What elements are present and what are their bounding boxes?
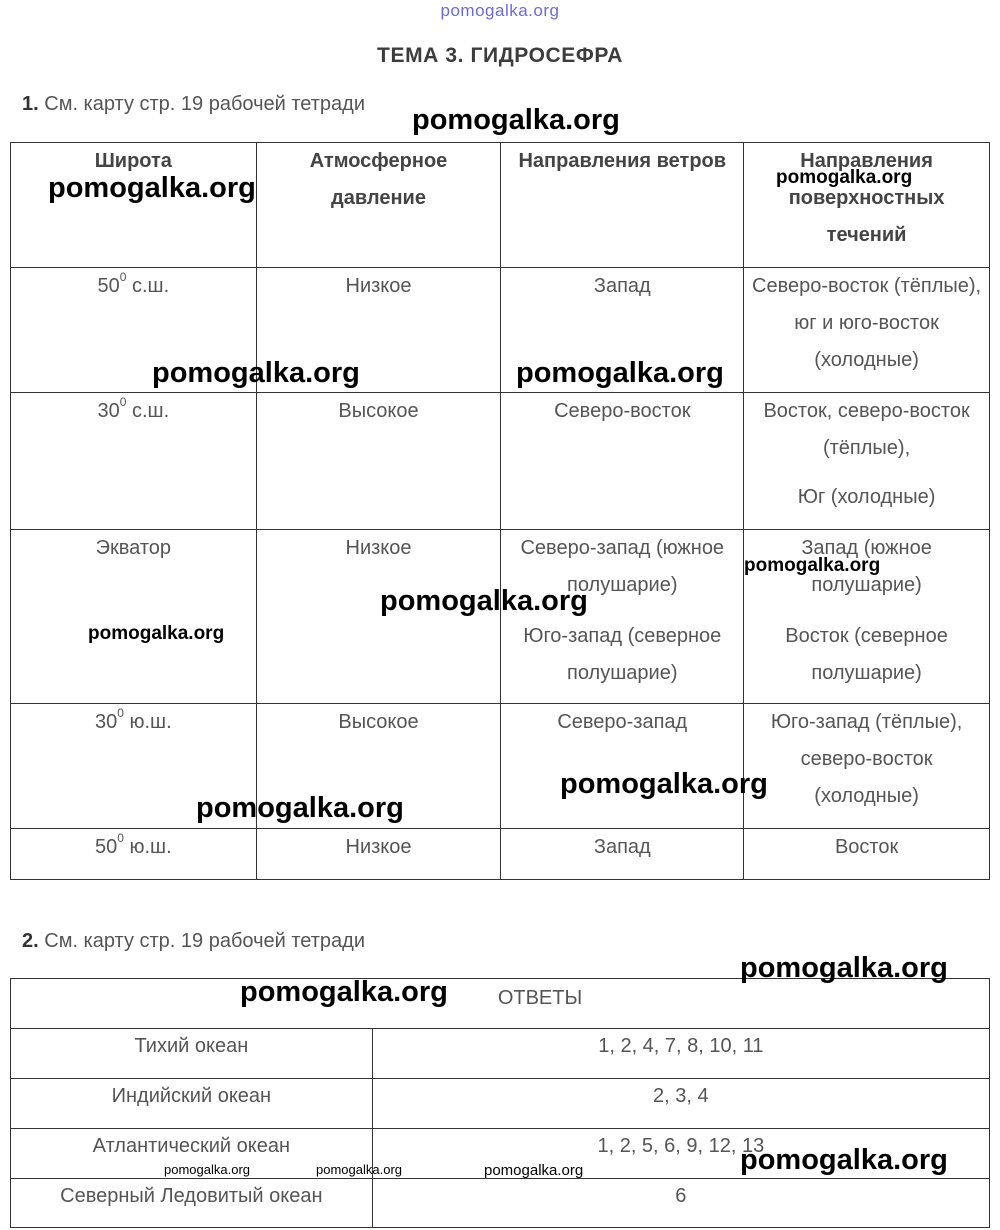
ocean-name: Атлантический океан bbox=[11, 1129, 373, 1179]
lat-suffix: с.ш. bbox=[126, 400, 170, 422]
task1-heading bbox=[22, 93, 365, 116]
watermark: pomogalka.org bbox=[744, 555, 881, 576]
lat-degree: 0 bbox=[117, 831, 124, 846]
table-row bbox=[11, 829, 990, 880]
watermark: pomogalka.org bbox=[380, 585, 588, 617]
answers-header: ОТВЕТЫ bbox=[11, 979, 990, 1029]
watermark: pomogalka.org bbox=[776, 167, 913, 188]
table-row bbox=[11, 1029, 990, 1079]
cell-pressure: Низкое bbox=[256, 829, 501, 880]
winds-line: Юго-запад (северное полушарие) bbox=[523, 625, 722, 684]
task2-heading bbox=[22, 930, 365, 953]
watermark: pomogalka.org bbox=[412, 104, 620, 136]
task1-number: 1. bbox=[22, 93, 39, 115]
lat-number: 50 bbox=[94, 836, 118, 858]
currents-line: Юг (холодные) bbox=[797, 486, 936, 508]
task2-number: 2. bbox=[22, 930, 39, 952]
cell-pressure: Высокое bbox=[256, 393, 501, 530]
table-row bbox=[11, 1179, 990, 1228]
ocean-answers: 2, 3, 4 bbox=[372, 1079, 989, 1129]
lat-suffix: ю.ш. bbox=[123, 836, 172, 858]
lat-suffix: ю.ш. bbox=[123, 711, 172, 733]
cell-currents: Восток bbox=[744, 829, 990, 880]
watermark: pomogalka.org bbox=[88, 623, 225, 644]
header-latitude: Широта bbox=[11, 143, 257, 268]
table-header-row bbox=[11, 143, 990, 268]
watermark: pomogalka.org bbox=[316, 1162, 402, 1177]
site-header-link[interactable]: pomogalka.org bbox=[440, 1, 560, 20]
watermark: pomogalka.org bbox=[240, 976, 448, 1008]
ocean-answers: 1, 2, 5, 6, 9, 12, 13 bbox=[372, 1129, 989, 1179]
watermark: pomogalka.org bbox=[560, 768, 768, 800]
watermark: pomogalka.org bbox=[164, 1162, 250, 1177]
task2-text: См. карту стр. 19 рабочей тетради bbox=[44, 930, 365, 952]
watermark: pomogalka.org bbox=[740, 1144, 948, 1176]
topic-title: ТЕМА 3. ГИДРОСЕФРА bbox=[377, 44, 623, 67]
cell-pressure: Высокое bbox=[256, 704, 501, 829]
header-currents: Направления поверхностных течений bbox=[744, 143, 990, 268]
lat-suffix: с.ш. bbox=[126, 275, 170, 297]
answers-header-row bbox=[11, 979, 990, 1029]
watermark: pomogalka.org bbox=[196, 792, 404, 824]
winds-line: Северо-запад (южное полушарие) bbox=[520, 537, 725, 596]
header-pressure: Атмосферное давление bbox=[256, 143, 501, 268]
cell-currents: Северо-восток (тёплые), юг и юго-восток (холодные) bbox=[744, 268, 990, 393]
ocean-name: Северный Ледовитый океан bbox=[11, 1179, 373, 1228]
cell-winds: Запад bbox=[501, 268, 744, 393]
watermark: pomogalka.org bbox=[48, 172, 256, 204]
lat-number: 30 bbox=[97, 400, 120, 422]
cell-winds: Северо-восток bbox=[501, 393, 744, 530]
header-winds: Направления ветров bbox=[501, 143, 744, 268]
ocean-name: Тихий океан bbox=[11, 1029, 373, 1079]
ocean-answers: 1, 2, 4, 7, 8, 10, 11 bbox=[372, 1029, 989, 1079]
cell-pressure: Низкое bbox=[256, 530, 501, 704]
currents-line: Восток, северо-восток (тёплые), bbox=[763, 400, 970, 459]
cell-currents: Юго-запад (тёплые), северо-восток (холодные) bbox=[744, 704, 990, 829]
task1-text: См. карту стр. 19 рабочей тетради bbox=[44, 93, 365, 115]
lat-degree: 0 bbox=[117, 706, 124, 721]
table-row bbox=[11, 1079, 990, 1129]
watermark: pomogalka.org bbox=[740, 952, 948, 984]
lat-degree: 0 bbox=[119, 395, 127, 410]
cell-winds: Запад bbox=[501, 829, 744, 880]
watermark: pomogalka.org bbox=[516, 357, 724, 389]
table-row bbox=[11, 393, 990, 530]
cell-winds: Северо-запад bbox=[501, 704, 744, 829]
ocean-name: Индийский океан bbox=[11, 1079, 373, 1129]
lat-degree: 0 bbox=[119, 270, 127, 285]
oceans-table bbox=[10, 978, 990, 1228]
cell-pressure: Низкое bbox=[256, 268, 501, 393]
watermark: pomogalka.org bbox=[152, 357, 360, 389]
cell-latitude bbox=[11, 393, 257, 530]
cell-latitude: Экватор bbox=[11, 530, 257, 704]
watermark: pomogalka.org bbox=[484, 1162, 584, 1179]
ocean-answers: 6 bbox=[372, 1179, 989, 1228]
cell-latitude bbox=[11, 829, 257, 880]
cell-currents bbox=[744, 393, 990, 530]
lat-number: 50 bbox=[97, 275, 120, 297]
currents-line: Запад (южное полушарие) bbox=[801, 537, 932, 596]
table-row bbox=[11, 704, 990, 829]
currents-line: Восток (северное полушарие) bbox=[785, 625, 948, 684]
climate-table bbox=[10, 142, 990, 880]
lat-number: 30 bbox=[94, 711, 118, 733]
